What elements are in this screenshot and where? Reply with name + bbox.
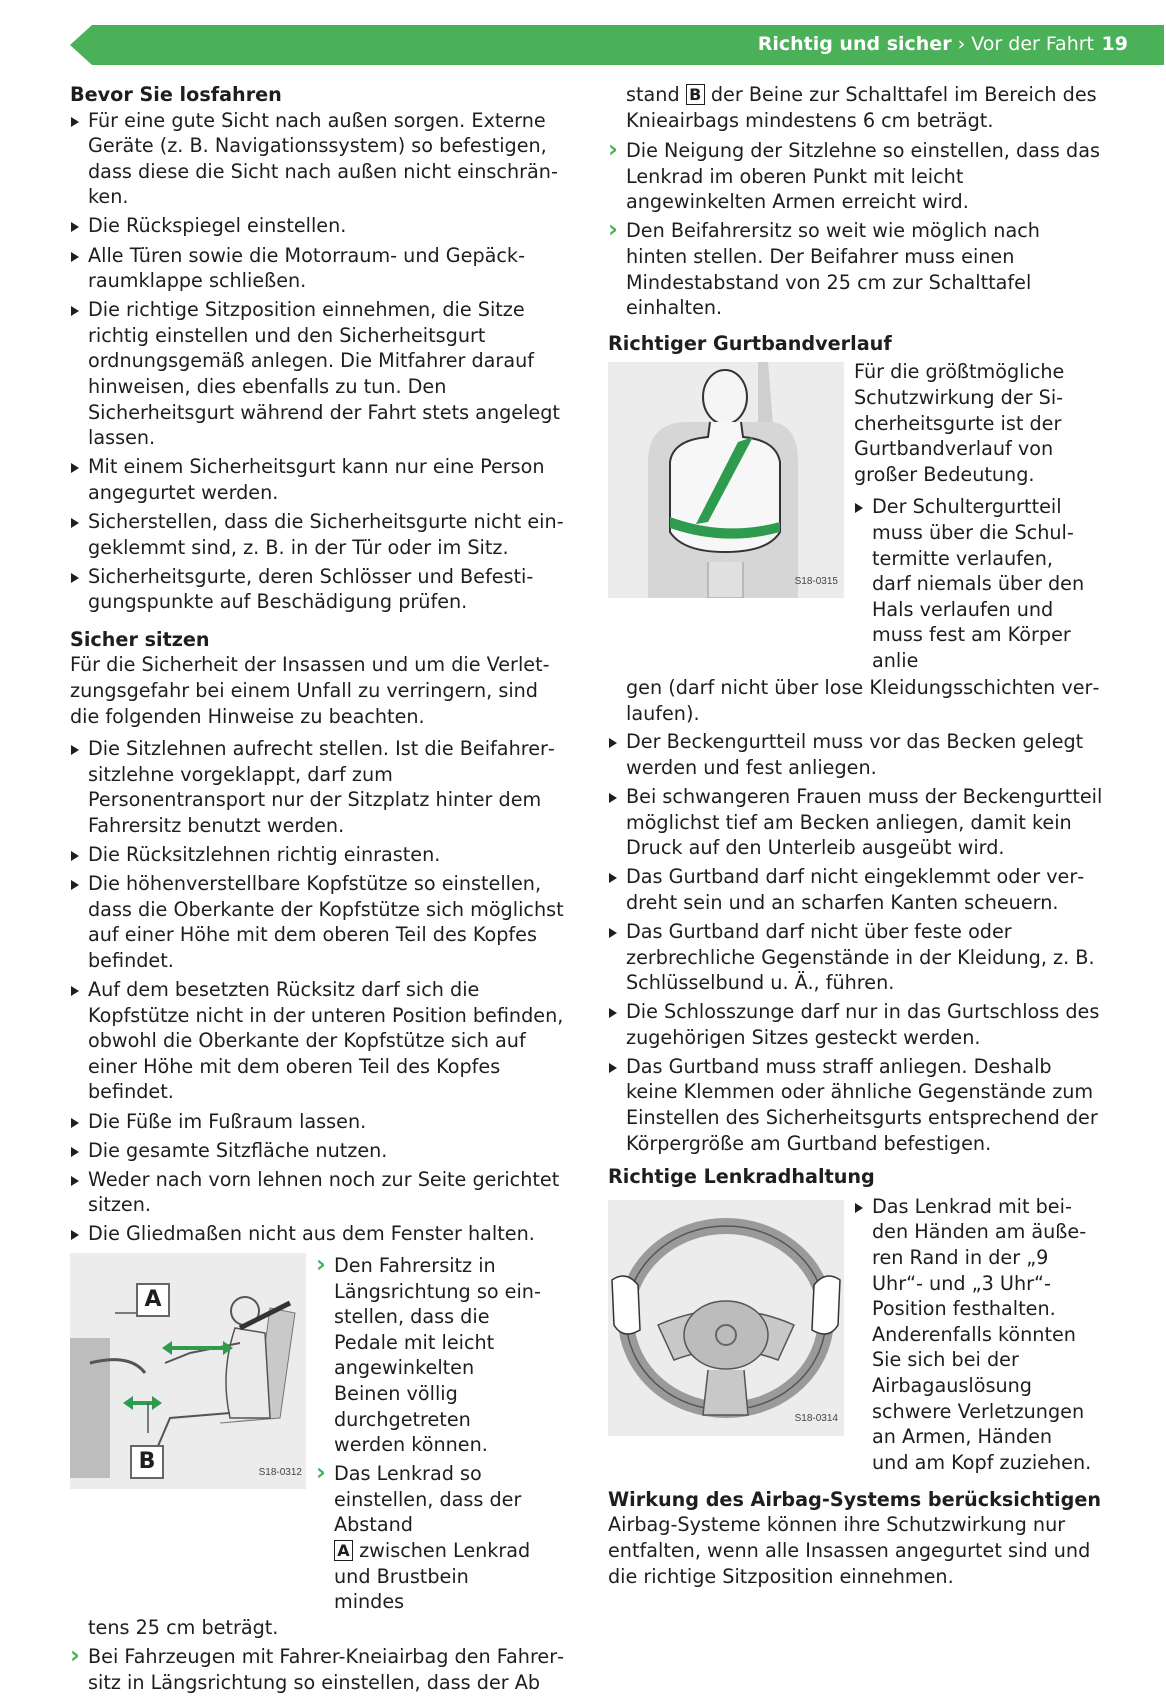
header-section: Richtig und sicher: [757, 33, 952, 55]
header-breadcrumb: [758, 33, 1094, 55]
left-column: [70, 82, 570, 1699]
list-item: Die gesamte Sitzfläche nutzen.: [70, 1138, 570, 1164]
list-item: Der Beckengurtteil muss vor das Becken gelegt werden und fest anliegen.: [608, 729, 1106, 780]
list-item: Die richtige Sitzposition einnehmen, die Sitze richtig einstellen und den Sicherheitsgurt ordnungsgemäß anlegen. Die Mitfahrer darauf hinweisen, dies ebenfalls zu tun. Den Sicherheitsgurt während der Fahrt stets angelegt lassen.: [70, 297, 570, 451]
list-item: › Den Fahrersitz in Längsrichtung so einstellen, dass die Pedale mit leicht angewinkelten Beinen völlig durchgetreten werden können.: [316, 1253, 546, 1458]
list-item: Sicherstellen, dass die Sicherheitsgurte nicht eingeklemmt sind, z. B. in der Tür oder im Sitz.: [70, 509, 570, 560]
steering-wheel-figure: [608, 1200, 844, 1436]
list-item: Alle Türen sowie die Motorraum- und Gepäckraumklappe schließen.: [70, 243, 570, 294]
list-item: Die Rückspiegel einstellen.: [70, 213, 570, 239]
callout-ref: A: [334, 1540, 353, 1561]
list-item: Der Schultergurtteil muss über die Schultermitte verlaufen, darf niemals über den Hals verlaufen und muss fest am Körper anlie: [854, 494, 1094, 673]
section-title: Sicher sitzen: [70, 627, 210, 651]
paragraph: [608, 82, 1106, 133]
paragraph: Für die Sicherheit der Insassen und um die Verletzungsgefahr bei einem Unfall zu verringern, sind die folgenden Hinweise zu beachten.: [70, 653, 550, 728]
paragraph: tens 25 cm beträgt.: [88, 1616, 279, 1640]
list-item: Die Füße im Fußraum lassen.: [70, 1109, 570, 1135]
list-item: Das Lenkrad mit beiden Händen am äußeren Rand in der „9 Uhr“- und „3 Uhr“-Position festhalten. Anderenfalls könnten Sie sich bei der Airbagauslösung schwere Verletzungen an Armen, Händen und am Kopf zuziehen.: [854, 1194, 1094, 1476]
list-item: [316, 1461, 546, 1615]
seat-position-figure: [70, 1253, 306, 1489]
page-number: 19: [1101, 33, 1128, 55]
bullet-list: [608, 729, 1106, 1156]
belt-routing-figure: [608, 362, 844, 598]
figure-row: [70, 1253, 570, 1618]
figure-side-text: [854, 359, 1094, 677]
list-item: Die Schlosszunge darf nur in das Gurtschloss des zugehörigen Sitzes gesteckt werden.: [608, 999, 1106, 1050]
list-item-text: zwischen Lenkrad und Brustbein mindes: [334, 1539, 531, 1614]
belt-diagram-illustration: [608, 362, 844, 598]
bullet-list: [70, 108, 570, 615]
figure-label: S18-0315: [794, 575, 838, 587]
list-item: › Bei Fahrzeugen mit Fahrer-Kneiairbag den Fahrersitz in Längsrichtung so einstellen, dass der Ab: [70, 1644, 570, 1695]
list-item: Weder nach vorn lehnen noch zur Seite gerichtet sitzen.: [70, 1167, 570, 1218]
section-title: Bevor Sie losfahren: [70, 83, 282, 106]
list-item: Bei schwangeren Frauen muss der Beckengurtteil möglichst tief am Becken anliegen, damit kein Druck auf den Unterleib ausgeübt wird.: [608, 784, 1106, 861]
bullet-list: [608, 138, 1106, 321]
steering-wheel-illustration: [608, 1200, 844, 1436]
list-item: › Die Neigung der Sitzlehne so einstellen, dass das Lenkrad im oberen Punkt mit leicht angewinkelten Armen erreicht wird.: [608, 138, 1106, 215]
paragraph: gen (darf nicht über lose Kleidungsschichten verlaufen).: [626, 676, 1100, 725]
header-separator: ›: [951, 33, 972, 55]
list-item: Für eine gute Sicht nach außen sorgen. Externe Geräte (z. B. Navigationssystem) so befestigen, dass diese die Sicht nach außen nicht einschränken.: [70, 108, 570, 210]
continued-text: der Beine zur Schalttafel im Bereich des Knieairbags mindestens 6 cm beträgt.: [626, 83, 1097, 132]
section-title: Wirkung des Airbag-Systems berücksichtigen: [608, 1487, 1102, 1511]
figure-row: [608, 1194, 1106, 1479]
paragraph: Für die größtmögliche Schutzwirkung der Sicherheitsgurte ist der Gurtbandverlauf von großer Bedeutung.: [854, 360, 1065, 486]
figure-label: S18-0314: [794, 1413, 838, 1425]
list-item: Die höhenverstellbare Kopfstütze so einstellen, dass die Oberkante der Kopfstütze sich möglichst auf einer Höhe mit dem oberen Teil des Kopfes befindet.: [70, 871, 570, 973]
bullet-list: [70, 736, 570, 1247]
list-item: Mit einem Sicherheitsgurt kann nur eine Person angegurtet werden.: [70, 454, 570, 505]
continued-text: stand: [626, 83, 680, 106]
list-item: Sicherheitsgurte, deren Schlösser und Befestigungspunkte auf Beschädigung prüfen.: [70, 564, 570, 615]
list-item: Auf dem besetzten Rücksitz darf sich die Kopfstütze nicht in der unteren Position befinden, obwohl die Oberkante der Kopfstütze sich auf einer Höhe mit dem oberen Teil des Kopfes befindet.: [70, 977, 570, 1105]
list-item: Die Rücksitzlehnen richtig einrasten.: [70, 842, 570, 868]
list-item: Das Gurtband muss straff anliegen. Deshalb keine Klemmen oder ähnliche Gegenstände zum Einstellen des Sicherheitsgurts entsprechend der Körpergröße am Gurtband befestigen.: [608, 1054, 1106, 1156]
callout-ref: B: [686, 84, 705, 105]
section-title: Richtige Lenkradhaltung: [608, 1165, 875, 1189]
figure-row: [608, 362, 1106, 677]
figure-label: S18-0312: [258, 1467, 302, 1479]
list-item: Die Gliedmaßen nicht aus dem Fenster halten.: [70, 1221, 570, 1247]
seat-diagram-illustration: [70, 1253, 306, 1489]
section-title: Richtiger Gurtbandverlauf: [608, 331, 892, 355]
header-subsection: Vor der Fahrt: [971, 33, 1094, 55]
right-column: [608, 82, 1106, 1589]
list-item: Die Sitzlehnen aufrecht stellen. Ist die Beifahrersitzlehne vorgeklappt, darf zum Personentransport nur der Sitzplatz hinter dem Fahrersitz benutzt werden.: [70, 736, 570, 838]
callout-a: A: [136, 1283, 170, 1317]
figure-side-text: [316, 1253, 546, 1618]
list-item: Das Gurtband darf nicht über feste oder zerbrechliche Gegenstände in der Kleidung, z. B. Schlüsselbund u. Ä., führen.: [608, 919, 1106, 996]
paragraph: Airbag-Systeme können ihre Schutzwirkung nur entfalten, wenn alle Insassen angegurtet sind und die richtige Sitzposition einnehmen.: [608, 1513, 1091, 1588]
list-item-text: Das Lenkrad so einstellen, dass der Abstand: [334, 1462, 522, 1537]
callout-b: B: [130, 1445, 164, 1479]
list-item: Das Gurtband darf nicht eingeklemmt oder verdreht sein und an scharfen Kanten scheuern.: [608, 864, 1106, 915]
list-item: › Den Beifahrersitz so weit wie möglich nach hinten stellen. Der Beifahrer muss einen Mindestabstand von 25 cm zur Schalttafel einhalten.: [608, 218, 1106, 320]
figure-side-text: [854, 1194, 1094, 1479]
